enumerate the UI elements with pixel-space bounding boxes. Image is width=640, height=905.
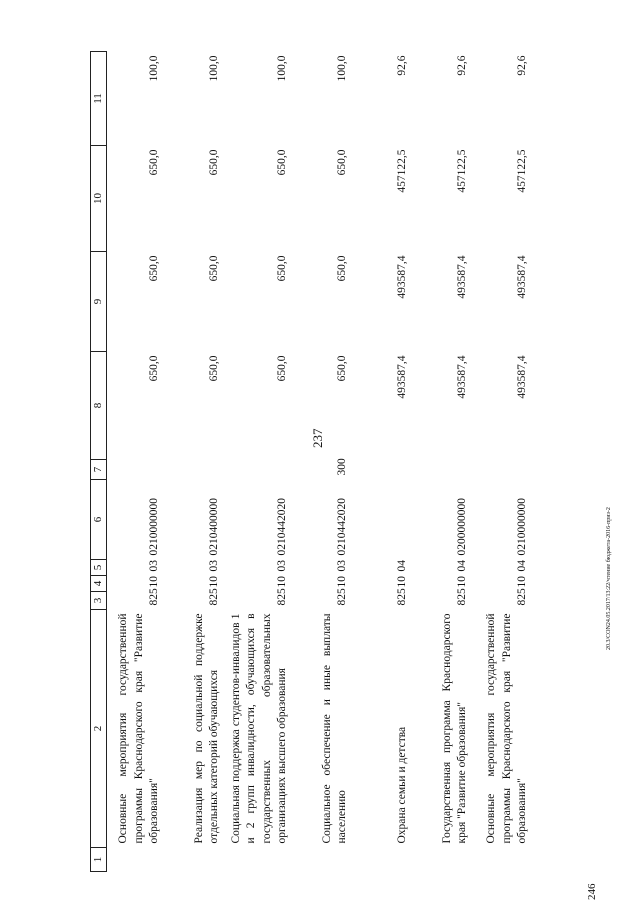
cell-empty: [167, 848, 227, 872]
header-cell: 3: [91, 592, 107, 610]
page-number: 237: [310, 428, 325, 448]
cell-c11: 92,6: [516, 55, 529, 76]
header-cell: 10: [91, 146, 107, 252]
cell-c11: 100,0: [336, 55, 349, 82]
cell-c7: [227, 460, 295, 480]
budget-table: [90, 51, 535, 872]
header-cell: 7: [91, 460, 107, 480]
cell-c10: 650,0: [148, 149, 161, 176]
cell-c8: 650,0: [148, 355, 161, 382]
cell-c11: 100,0: [208, 55, 221, 82]
cell-c3: 825: [336, 588, 349, 606]
cell-c5: 03: [336, 560, 349, 572]
cell-c4: 10: [396, 576, 409, 588]
cell-c8: 493587,4: [516, 355, 529, 399]
header-cell: 11: [91, 52, 107, 146]
cell-empty: [355, 848, 415, 872]
row-name: Основные мероприятия государственной программы Краснодарского края "Развитие образования": [485, 613, 529, 844]
cell-c3: 825: [208, 588, 221, 606]
cell-c11: 92,6: [396, 55, 409, 76]
cell-c7: [167, 460, 227, 480]
row-name: Социальная поддержка студентов-инвалидов 1 и 2 групп инвалидности, обучающихся в государственных образовательных организациях высшего образования: [229, 613, 289, 844]
cell-c10: 457122,5: [516, 149, 529, 193]
cell-empty: [106, 848, 167, 872]
cell-c3: 825: [516, 588, 529, 606]
cell-c3: 825: [396, 588, 409, 606]
cell-c4: 10: [516, 576, 529, 588]
header-cell: 5: [91, 560, 107, 576]
table-row: [227, 52, 295, 872]
cell-c10: 650,0: [276, 149, 289, 176]
cell-c8: 493587,4: [396, 355, 409, 399]
cell-c4: 10: [276, 576, 289, 588]
row-name: Основные мероприятия государственной программы Краснодарского края "Развитие образования": [117, 613, 161, 844]
table-row: [167, 52, 227, 872]
cell-c10: 457122,5: [456, 149, 469, 193]
cell-c10: 457122,5: [396, 149, 409, 193]
row-name: Социальное обеспечение и иные выплаты населению: [320, 613, 349, 844]
cell-c9: 650,0: [336, 255, 349, 282]
cell-empty: [295, 848, 355, 872]
table-row: [106, 52, 167, 872]
cell-c7: [415, 460, 475, 480]
header-cell: 9: [91, 252, 107, 352]
cell-c7: [355, 460, 415, 480]
cell-c3: 825: [456, 588, 469, 606]
row-name: Реализация мер по социальной поддержке отдельных категорий обучающихся: [192, 613, 221, 844]
footer-document-id: 20.3/CON24.05.2017/13:22/чтение бюджета-2016-приз-2: [606, 507, 612, 650]
cell-c8: 650,0: [208, 355, 221, 382]
cell-empty: [475, 848, 535, 872]
cell-c6: 0210000000: [148, 498, 161, 556]
cell-c6: 0210442020: [336, 498, 349, 556]
corner-mark: 246: [586, 883, 598, 900]
cell-c5: 04: [456, 560, 469, 572]
cell-c4: 10: [208, 576, 221, 588]
cell-c10: 650,0: [208, 149, 221, 176]
cell-c6: 0200000000: [456, 498, 469, 556]
header-cell: 2: [91, 610, 107, 848]
cell-c9: 650,0: [148, 255, 161, 282]
cell-c4: 10: [336, 576, 349, 588]
cell-c5: 03: [148, 560, 161, 572]
cell-c3: 825: [276, 588, 289, 606]
table-row: [295, 52, 355, 872]
cell-c4: 10: [456, 576, 469, 588]
cell-c5: 04: [396, 560, 409, 572]
row-name: Охрана семьи и детства: [396, 726, 409, 844]
cell-c9: 493587,4: [456, 255, 469, 299]
cell-c10: 650,0: [336, 149, 349, 176]
table-body: [91, 52, 535, 872]
cell-c3: 825: [148, 588, 161, 606]
cell-c11: 92,6: [456, 55, 469, 76]
budget-table-sheet: [90, 52, 576, 872]
cell-c6: [355, 480, 415, 560]
cell-c11: 100,0: [148, 55, 161, 82]
row-name: Государственная программа Краснодарского края "Развитие образования": [440, 613, 469, 844]
cell-c6: 0210000000: [516, 498, 529, 556]
cell-c6: 0210400000: [208, 498, 221, 556]
cell-c6: 0210442020: [276, 498, 289, 556]
table-row: [355, 52, 415, 872]
cell-c5: 03: [276, 560, 289, 572]
header-cell: 4: [91, 576, 107, 592]
cell-c9: 493587,4: [396, 255, 409, 299]
cell-c7: 300: [336, 458, 349, 476]
cell-c5: 03: [208, 560, 221, 572]
cell-c9: 650,0: [208, 255, 221, 282]
header-cell: 8: [91, 352, 107, 460]
cell-c8: 493587,4: [456, 355, 469, 399]
cell-c11: 100,0: [276, 55, 289, 82]
cell-c4: 10: [148, 576, 161, 588]
cell-c9: 650,0: [276, 255, 289, 282]
cell-empty: [415, 848, 475, 872]
cell-empty: [227, 848, 295, 872]
header-cell: 1: [91, 848, 107, 872]
cell-c7: [475, 460, 535, 480]
cell-c8: 650,0: [336, 355, 349, 382]
table-header-row: [91, 52, 107, 872]
cell-c9: 493587,4: [516, 255, 529, 299]
table-row: [475, 52, 535, 872]
cell-c7: [106, 460, 167, 480]
cell-c5: 04: [516, 560, 529, 572]
table-row: [415, 52, 475, 872]
cell-c8: 650,0: [276, 355, 289, 382]
header-cell: 6: [91, 480, 107, 560]
